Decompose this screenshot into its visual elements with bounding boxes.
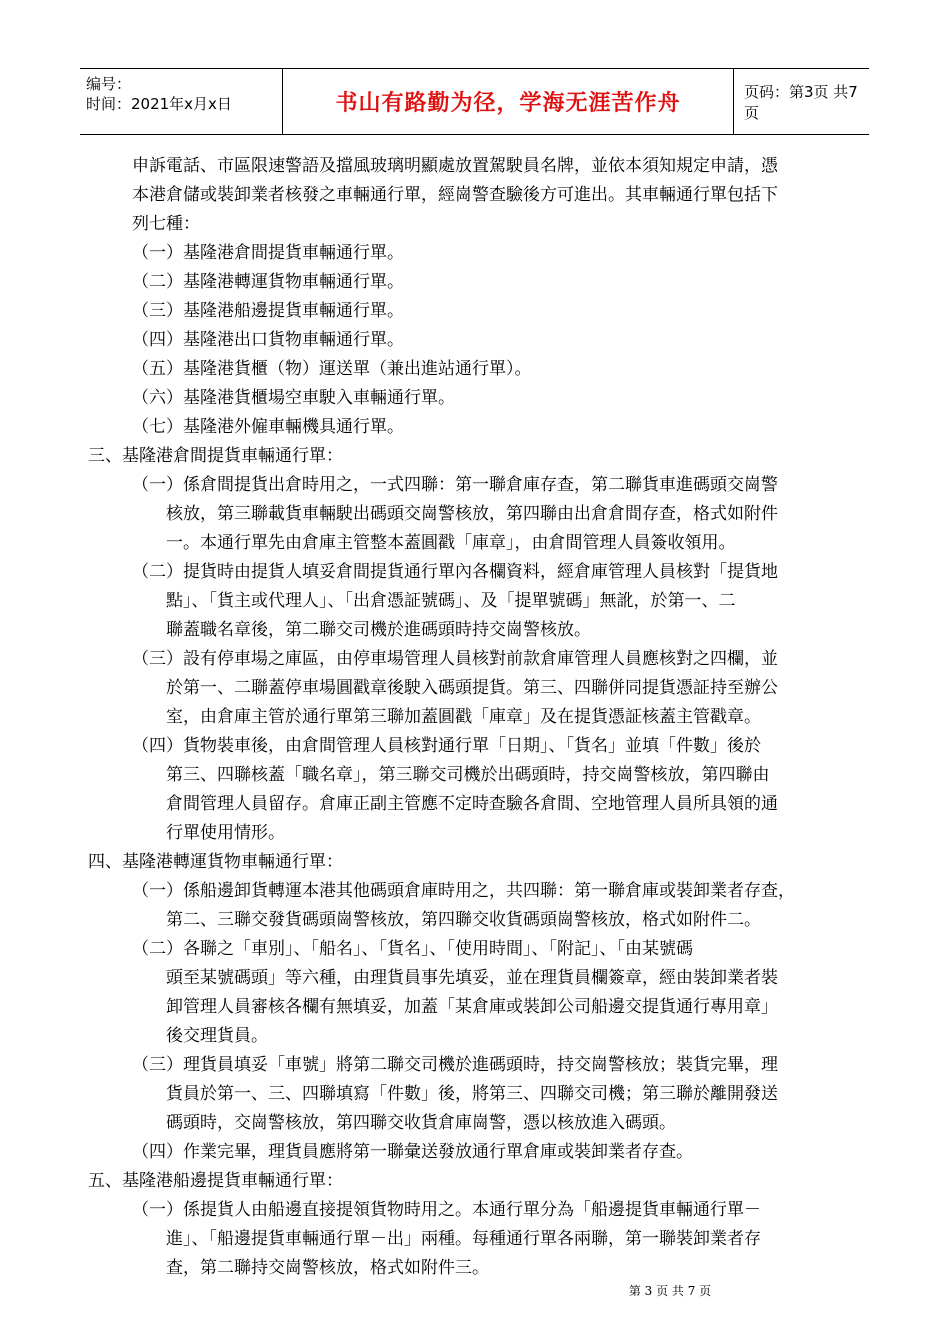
body-line: 進」、「船邊提貨車輛通行單－出」兩種。每種通行單各兩聯，第一聯裝卸業者存 [166,1229,761,1249]
body-line: （一）係提貨人由船邊直接提領貨物時用之。本通行單分為「船邊提貨車輛通行單－ [132,1200,761,1220]
body-line: 一。本通行單先由倉庫主管整本蓋圓戳「庫章」，由倉間管理人員簽收領用。 [166,533,736,553]
header-page-info: 页码：第3页 共7页 [744,82,858,122]
body-line: （三）基隆港船邊提貨車輛通行單。 [132,301,404,321]
body-line: 室，由倉庫主管於通行單第三聯加蓋圓戳「庫章」及在提貨憑証核蓋主管戳章。 [166,707,761,727]
body-line: 貨員於第一、三、四聯填寫「件數」後，將第三、四聯交司機；第三聯於離開發送 [166,1084,778,1104]
body-line: 卸管理人員審核各欄有無填妥，加蓋「某倉庫或裝卸公司船邊交提貨通行專用章」 [166,997,778,1017]
body-line: 聯蓋職名章後，第二聯交司機於進碼頭時持交崗警核放。 [166,620,591,640]
section-heading: 四、基隆港轉運貨物車輛通行單： [88,852,343,872]
body-line: 本港倉儲或裝卸業者核發之車輛通行單，經崗警查驗後方可進出。其車輛通行單包括下 [132,185,778,205]
header-table [80,68,869,135]
body-line: 第二、三聯交發貨碼頭崗警核放，第四聯交收貨碼頭崗警核放，格式如附件二。 [166,910,761,930]
section-heading: 三、基隆港倉間提貨車輛通行單： [88,446,343,466]
body-line: 後交理貨員。 [166,1026,268,1046]
body-line: （二）各聯之「車別」、「船名」、「貨名」、「使用時間」、「附記」、「由某號碼 [132,939,693,959]
body-line: 倉間管理人員留存。倉庫正副主管應不定時查驗各倉間、空地管理人員所具領的通 [166,794,778,814]
body-line: （六）基隆港貨櫃場空車駛入車輛通行單。 [132,388,455,408]
body-line: 申訴電話、市區限速警語及擋風玻璃明顯處放置駕駛員名牌，並依本須知規定申請，憑 [132,156,778,176]
document-code-label: 编号： [86,75,132,93]
body-line: 頭至某號碼頭」等六種，由理貨員事先填妥，並在理貨員欄簽章，經由裝卸業者裝 [166,968,778,988]
body-line: 點」、「貨主或代理人」、「出倉憑証號碼」、及「提單號碼」無訛，於第一、二 [166,591,736,611]
body-line: （一）基隆港倉間提貨車輛通行單。 [132,243,404,263]
body-line: （三）設有停車場之庫區，由停車場管理人員核對前款倉庫管理人員應核對之四欄，並 [132,649,778,669]
body-line: （四）貨物裝車後，由倉間管理人員核對通行單「日期」、「貨名」並填「件數」後於 [132,736,761,756]
body-line: （五）基隆港貨櫃（物）運送單（兼出進站通行單）。 [132,359,532,379]
body-line: 列七種： [132,214,200,234]
body-line: （四）基隆港出口貨物車輛通行單。 [132,330,404,350]
body-line: 於第一、二聯蓋停車場圓戳章後駛入碼頭提貨。第三、四聯併同提貨憑証持至辦公 [166,678,778,698]
header-left-cell [80,69,283,134]
body-line: （七）基隆港外僱車輛機具通行單。 [132,417,404,437]
document-date: 时间：2021年x月x日 [86,95,232,113]
body-line: 行單使用情形。 [166,823,285,843]
header-motto: 书山有路勤为径，学海无涯苦作舟 [335,91,681,116]
header-middle-cell [283,69,734,134]
body-line: （一）係船邊卸貨轉運本港其他碼頭倉庫時用之，共四聯：第一聯倉庫或裝卸業者存查， [132,881,795,901]
body-line: 查，第二聯持交崗警核放，格式如附件三。 [166,1258,489,1278]
body-line: （三）理貨員填妥「車號」將第二聯交司機於進碼頭時，持交崗警核放；裝貨完畢，理 [132,1055,778,1075]
body-line: 核放，第三聯載貨車輛駛出碼頭交崗警核放，第四聯由出倉倉間存查，格式如附件 [166,504,778,524]
body-line: （二）提貨時由提貨人填妥倉間提貨通行單內各欄資料，經倉庫管理人員核對「提貨地 [132,562,778,582]
header-right-cell [734,69,869,134]
body-line: 碼頭時，交崗警核放，第四聯交收貨倉庫崗警，憑以核放進入碼頭。 [166,1113,676,1133]
body-line: 第三、四聯核蓋「職名章」，第三聯交司機於出碼頭時，持交崗警核放，第四聯由 [166,765,770,785]
section-heading: 五、基隆港船邊提貨車輛通行單： [88,1171,343,1191]
body-line: （四）作業完畢，理貨員應將第一聯彙送發放通行單倉庫或裝卸業者存查。 [132,1142,693,1162]
body-line: （一）係倉間提貨出倉時用之，一式四聯：第一聯倉庫存查，第二聯貨車進碼頭交崗警 [132,475,778,495]
page-footer: 第 3 页 共 7 页 [628,1284,712,1298]
body-line: （二）基隆港轉運貨物車輛通行單。 [132,272,404,292]
